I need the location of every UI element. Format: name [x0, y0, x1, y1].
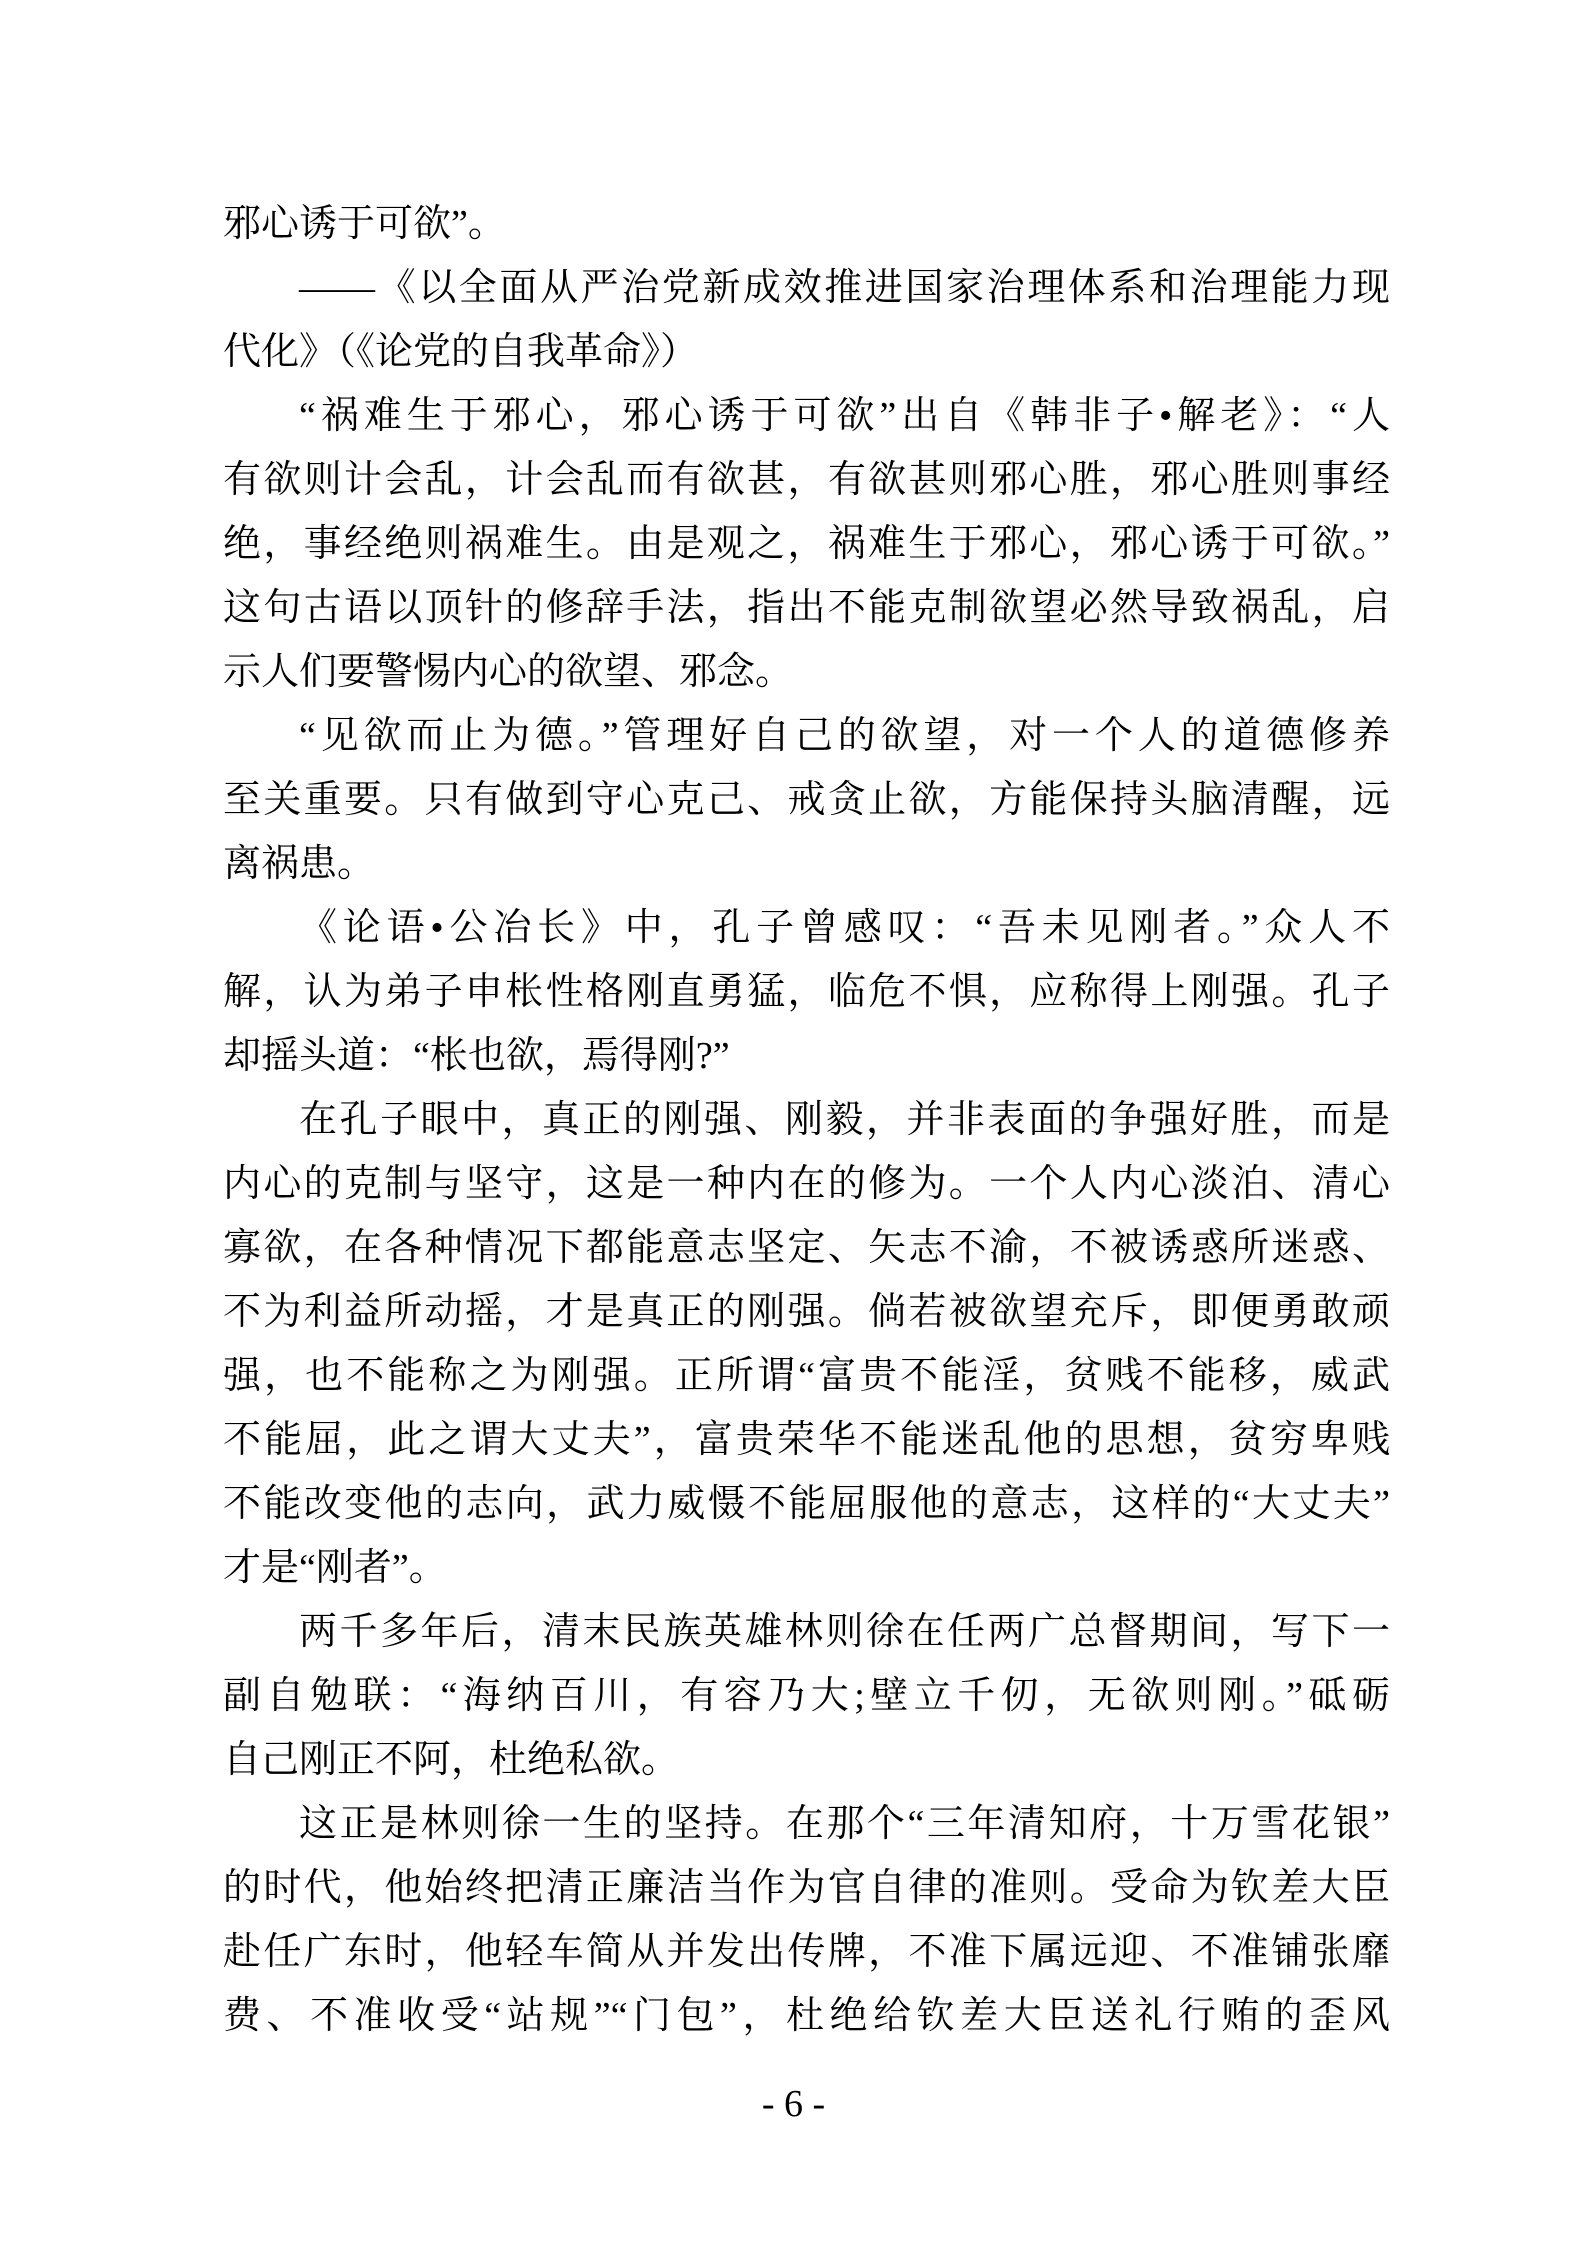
- text-line: 不为利益所动摇，才是真正的刚强。倘若被欲望充斥，即便勇敢顽: [223, 1291, 1390, 1333]
- text-line: 赴任广东时，他轻车简从并发出传牌，不准下属远迎、不准铺张靡: [223, 1931, 1390, 1973]
- text-line: 解，认为弟子申枨性格刚直勇猛，临危不惧，应称得上刚强。孔子: [223, 971, 1390, 1013]
- text-line: “见欲而止为德。”管理好自己的欲望，对一个人的道德修养: [299, 715, 1390, 757]
- text-line: 才是“刚者”。: [223, 1547, 447, 1589]
- text-line: 寡欲，在各种情况下都能意志坚定、矢志不渝，不被诱惑所迷惑、: [223, 1227, 1390, 1269]
- text-line: 在孔子眼中，真正的刚强、刚毅，并非表面的争强好胜，而是: [299, 1099, 1390, 1141]
- text-line: 有欲则计会乱，计会乱而有欲甚，有欲甚则邪心胜，邪心胜则事经: [223, 459, 1390, 501]
- page-number: - 6 -: [761, 2083, 826, 2125]
- text-line: “祸难生于邪心，邪心诱于可欲”出自《韩非子•解老》：“人: [299, 395, 1390, 437]
- text-line: 这句古语以顶针的修辞手法，指出不能克制欲望必然导致祸乱，启: [223, 587, 1390, 629]
- text-line: 副自勉联：“海纳百川，有容乃大;壁立千仞，无欲则刚。”砥砺: [223, 1675, 1390, 1717]
- text-line: 邪心诱于可欲”。: [223, 203, 506, 245]
- text-line: 绝，事经绝则祸难生。由是观之，祸难生于邪心，邪心诱于可欲。”: [223, 523, 1390, 565]
- text-line: 强，也不能称之为刚强。正所谓“富贵不能淫，贫贱不能移，威武: [223, 1355, 1390, 1397]
- text-line: ——《以全面从严治党新成效推进国家治理体系和治理能力现: [299, 267, 1390, 309]
- text-line: 费、不准收受“站规”“门包”，杜绝给钦差大臣送礼行贿的歪风: [223, 1995, 1390, 2037]
- text-line: 这正是林则徐一生的坚持。在那个“三年清知府，十万雪花银”: [299, 1803, 1390, 1845]
- text-line: 自己刚正不阿，杜绝私欲。: [223, 1739, 680, 1781]
- text-line: 至关重要。只有做到守心克己、戒贪止欲，方能保持头脑清醒，远: [223, 779, 1390, 821]
- text-line: 代化》（《论党的自我革命》）: [223, 331, 699, 373]
- text-line: 两千多年后，清末民族英雄林则徐在任两广总督期间，写下一: [299, 1611, 1390, 1653]
- text-line: 不能改变他的志向，武力威慑不能屈服他的意志，这样的“大丈夫”: [223, 1483, 1390, 1525]
- text-block: [223, 192, 1390, 2048]
- text-line: 示人们要警惕内心的欲望、邪念。: [223, 651, 794, 693]
- text-line: 内心的克制与坚守，这是一种内在的修为。一个人内心淡泊、清心: [223, 1163, 1390, 1205]
- text-line: 离祸患。: [223, 843, 376, 885]
- text-line: 不能屈，此之谓大丈夫”，富贵荣华不能迷乱他的思想，贫穷卑贱: [223, 1419, 1390, 1461]
- text-line: 却摇头道：“枨也欲，焉得刚?”: [223, 1035, 730, 1077]
- text-line: 《论语•公冶长》中，孔子曾感叹：“吾未见刚者。”众人不: [299, 907, 1390, 949]
- text-line: 的时代，他始终把清正廉洁当作为官自律的准则。受命为钦差大臣: [223, 1867, 1390, 1909]
